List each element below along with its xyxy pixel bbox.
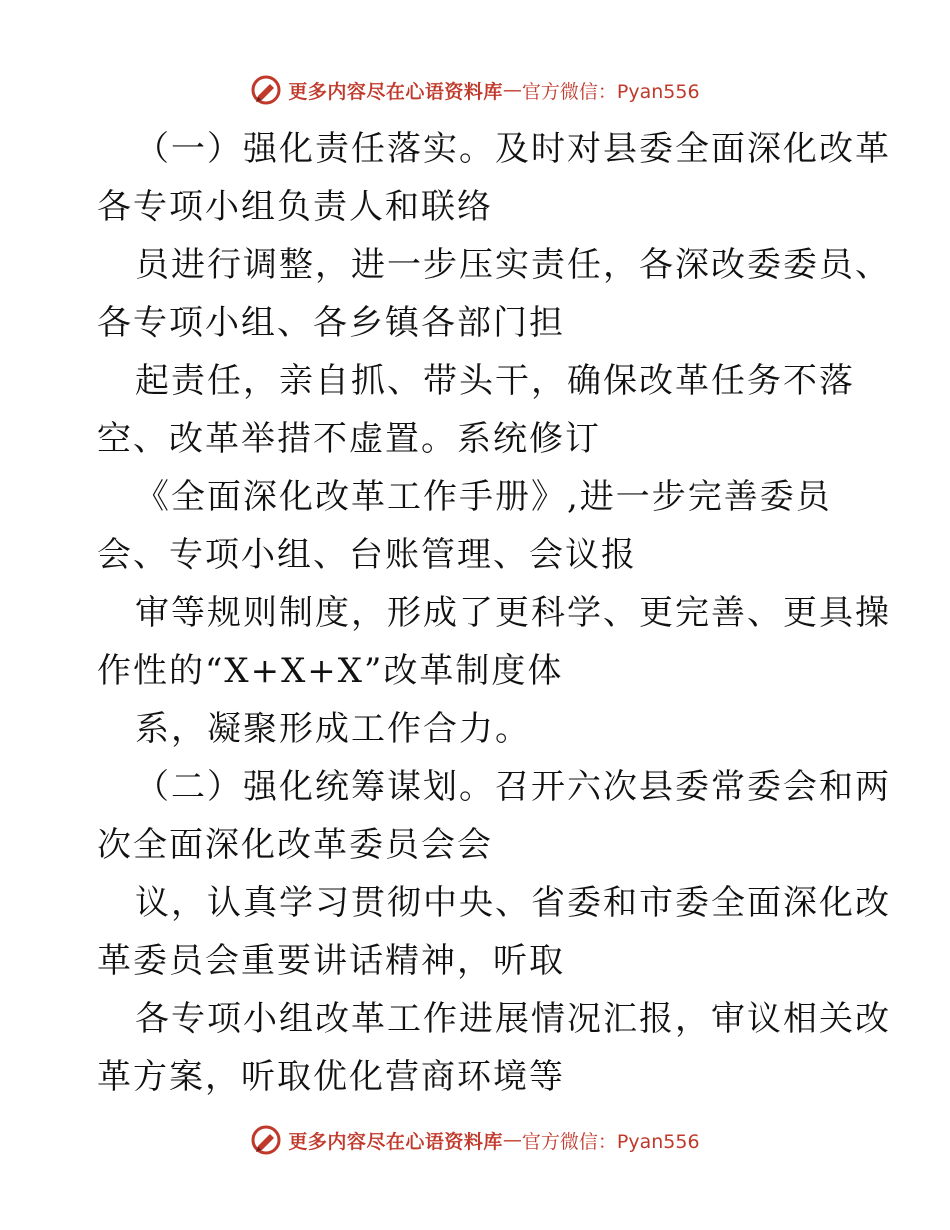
- body-line: 员进行调整，进一步压实责任，各深改委委员、: [135, 245, 891, 285]
- header-separator: —: [502, 79, 522, 101]
- footer-separator: —: [502, 1129, 522, 1151]
- body-line: 次全面深化改革委员会会: [97, 825, 493, 865]
- body-line: 各专项小组改革工作进展情况汇报，审议相关改: [135, 999, 891, 1039]
- body-line: 空、改革举措不虚置。系统修订: [97, 419, 601, 459]
- pen-logo-icon: [250, 1124, 282, 1156]
- body-line: 革方案，听取优化营商环境等: [97, 1057, 565, 1097]
- body-line: 系，凝聚形成工作合力。: [135, 709, 531, 749]
- body-line: （二）强化统筹谋划。召开六次县委常委会和两: [135, 767, 891, 807]
- header-wechat-text: 官方微信：Pyan556: [521, 80, 700, 103]
- footer-wechat-text: 官方微信：Pyan556: [521, 1130, 700, 1153]
- body-line: 各专项小组负责人和联络: [97, 187, 493, 227]
- pen-logo-icon: [250, 74, 282, 106]
- footer-banner: [0, 1120, 950, 1160]
- body-line: 起责任，亲自抓、带头干，确保改革任务不落: [135, 361, 855, 401]
- header-banner: [0, 70, 950, 110]
- body-line: 审等规则制度，形成了更科学、更完善、更具操: [135, 593, 891, 633]
- body-line: 革委员会重要讲话精神，听取: [97, 941, 565, 981]
- body-line: 作性的“X+X+X”改革制度体: [97, 651, 564, 691]
- header-brand-text: 更多内容尽在心语资料库: [288, 80, 503, 103]
- body-line: 会、专项小组、台账管理、会议报: [97, 535, 637, 575]
- body-line: 《全面深化改革工作手册》,进一步完善委员: [135, 477, 832, 517]
- body-line: 议，认真学习贯彻中央、省委和市委全面深化改: [135, 883, 891, 923]
- body-line: 各专项小组、各乡镇各部门担: [97, 303, 565, 343]
- document-body: [97, 120, 891, 1106]
- footer-brand-text: 更多内容尽在心语资料库: [288, 1130, 503, 1153]
- body-line: （一）强化责任落实。及时对县委全面深化改革: [135, 129, 891, 169]
